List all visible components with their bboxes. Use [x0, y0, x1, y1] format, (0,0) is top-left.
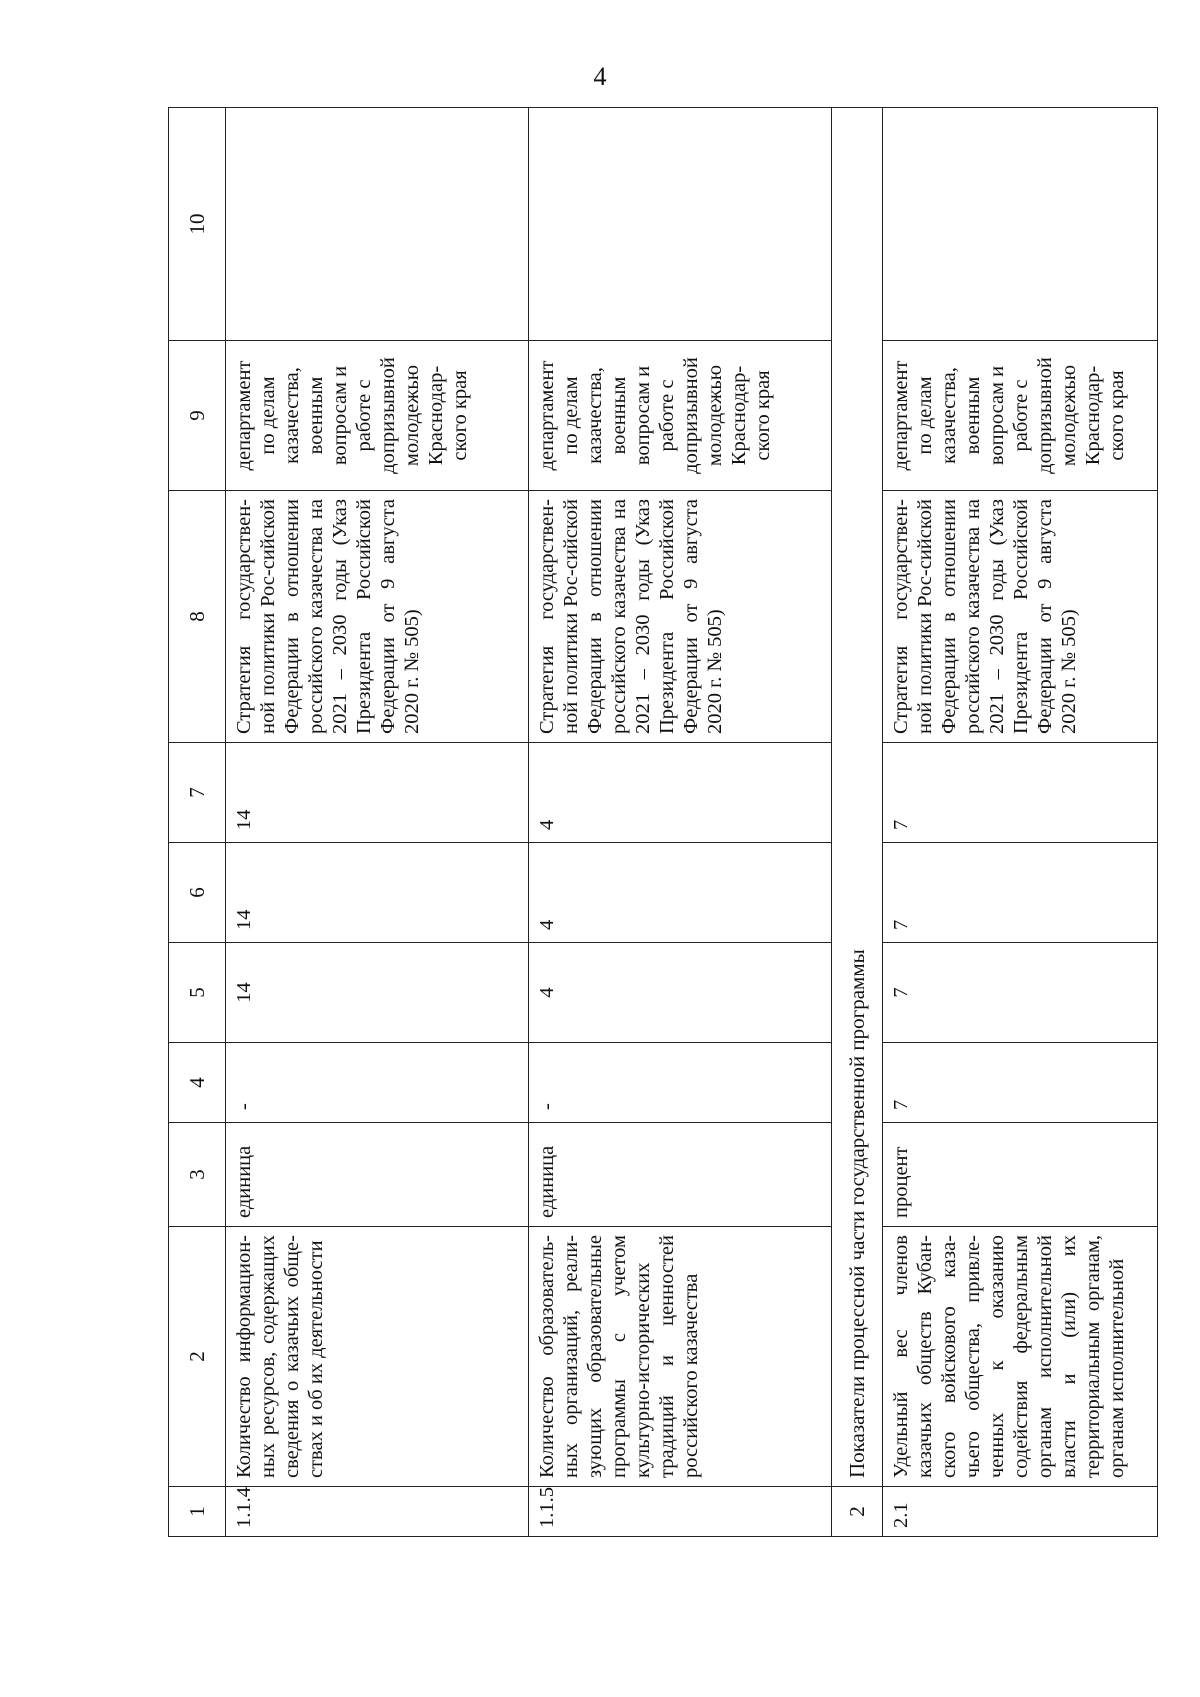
header-cell: 9 — [169, 341, 226, 491]
header-cell: 10 — [169, 108, 226, 341]
value-cell-10 — [529, 108, 832, 341]
row-number: 1.1.5 — [529, 1487, 832, 1537]
value-cell-7: 14 — [226, 743, 529, 843]
responsible-cell: департамент по делам казачества, военным вопросам и работе с допризывной молодежью Краснодар-ского края — [226, 341, 529, 491]
value-cell-6: 4 — [529, 843, 832, 943]
section-number: 2 — [832, 1487, 883, 1537]
section-row — [832, 108, 883, 1537]
rotated-table-container — [168, 108, 1128, 1537]
header-cell: 8 — [169, 491, 226, 743]
value-cell-6: 14 — [226, 843, 529, 943]
unit-cell: единица — [529, 1123, 832, 1227]
value-cell-10 — [883, 108, 1158, 341]
value-cell-5: 4 — [529, 943, 832, 1043]
responsible-cell: департамент по делам казачества, военным вопросам и работе с допризывной молодежью Краснодар-ского края — [529, 341, 832, 491]
row-number: 2.1 — [883, 1487, 1158, 1537]
value-cell-7: 7 — [883, 743, 1158, 843]
value-cell-4: 7 — [883, 1043, 1158, 1123]
table-row — [883, 108, 1158, 1537]
table-row — [529, 108, 832, 1537]
section-title: Показатели процессной части государственной программы — [832, 108, 883, 1487]
document-cell: Стратегия государствен-ной политики Рос-сийской Федерации в отношении российского казачества на 2021 – 2030 годы (Указ Президента Российской Федерации от 9 августа 2020 г. № 505) — [529, 491, 832, 743]
unit-cell: процент — [883, 1123, 1158, 1227]
header-cell: 5 — [169, 943, 226, 1043]
header-cell: 4 — [169, 1043, 226, 1123]
header-cell: 6 — [169, 843, 226, 943]
indicator-name: Количество образователь-ных организаций, реали-зующих образовательные программы с учетом культурно-исторических традиций и ценностей российского казачества — [529, 1227, 832, 1487]
value-cell-6: 7 — [883, 843, 1158, 943]
value-cell-5: 7 — [883, 943, 1158, 1043]
header-cell: 7 — [169, 743, 226, 843]
document-cell: Стратегия государствен-ной политики Рос-сийской Федерации в отношении российского казачества на 2021 – 2030 годы (Указ Президента Российской Федерации от 9 августа 2020 г. № 505) — [883, 491, 1158, 743]
value-cell-4: - — [226, 1043, 529, 1123]
value-cell-10 — [226, 108, 529, 341]
value-cell-4: - — [529, 1043, 832, 1123]
indicator-name: Удельный вес членов казачьих обществ Кубан-ского войскового каза-чьего общества, привле-ченных к оказанию содействия федеральным органам исполнительной власти и (или) их территориальным органам, органам исполнительной — [883, 1227, 1158, 1487]
row-number: 1.1.4 — [226, 1487, 529, 1537]
header-cell: 1 — [169, 1487, 226, 1537]
value-cell-7: 4 — [529, 743, 832, 843]
indicators-table — [168, 107, 1158, 1537]
header-cell: 3 — [169, 1123, 226, 1227]
value-cell-5: 14 — [226, 943, 529, 1043]
header-cell: 2 — [169, 1227, 226, 1487]
indicator-name: Количество информацион-ных ресурсов, содержащих сведения о казачьих обще-ствах и об их деятельности — [226, 1227, 529, 1487]
responsible-cell: департамент по делам казачества, военным вопросам и работе с допризывной молодежью Краснодар-ского края — [883, 341, 1158, 491]
page-number: 4 — [593, 62, 607, 91]
document-cell: Стратегия государствен-ной политики Рос-сийской Федерации в отношении российского казачества на 2021 – 2030 годы (Указ Президента Российской Федерации от 9 августа 2020 г. № 505) — [226, 491, 529, 743]
table-row — [226, 108, 529, 1537]
table-header-row — [169, 108, 226, 1537]
unit-cell: единица — [226, 1123, 529, 1227]
